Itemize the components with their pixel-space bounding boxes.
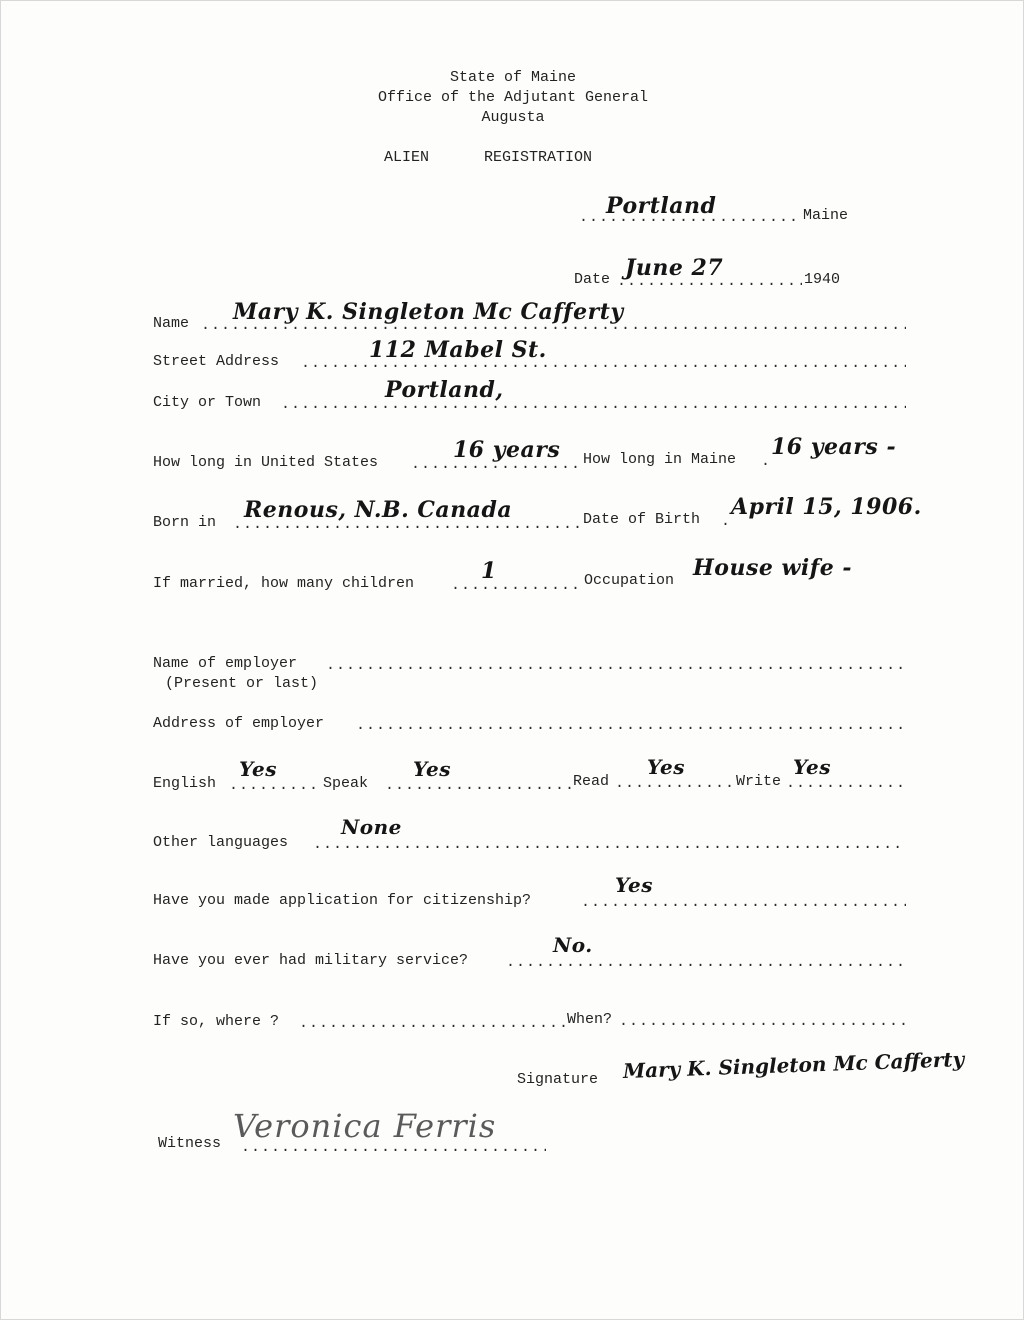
if-so-where-dots: [299, 1017, 567, 1031]
street-label: Street Address: [153, 353, 280, 370]
date-label: Date: [574, 271, 611, 288]
us-duration-label: How long in United States: [153, 454, 379, 471]
if-so-where-label: If so, where ?: [153, 1013, 280, 1030]
other-languages-label: Other languages: [153, 834, 289, 851]
military-label: Have you ever had military service?: [153, 952, 469, 969]
write-value: Yes: [793, 755, 832, 779]
occupation-label: Occupation: [584, 572, 675, 589]
when-dots: [619, 1015, 906, 1029]
other-languages-value: None: [341, 815, 402, 839]
form-title-registration: REGISTRATION: [484, 149, 593, 166]
english-value: Yes: [239, 757, 278, 781]
read-dots: [615, 777, 733, 791]
employer-address-dots: [356, 719, 906, 733]
city-value: Portland,: [385, 377, 504, 403]
born-value: Renous, N.B. Canada: [244, 497, 513, 523]
english-label: English: [153, 775, 217, 792]
name-value: Mary K. Singleton Mc Cafferty: [233, 299, 624, 325]
read-label: Read: [573, 773, 610, 790]
citizenship-dots: [581, 896, 906, 910]
write-label: Write: [736, 773, 782, 790]
employer-dots: [326, 659, 906, 673]
maine-duration-label: How long in Maine: [583, 451, 737, 468]
street-value: 112 Mabel St.: [369, 337, 547, 363]
speak-dots: [385, 779, 571, 793]
header-office: Office of the Adjutant General: [377, 89, 649, 106]
speak-label: Speak: [323, 775, 369, 792]
dob-dots: [721, 515, 731, 529]
date-year: 1940: [804, 271, 841, 288]
children-value: 1: [481, 558, 497, 584]
maine-duration-dots: [761, 455, 771, 469]
place-value: Portland: [606, 193, 717, 219]
speak-value: Yes: [413, 757, 452, 781]
write-dots: [786, 777, 906, 791]
signature-label: Signature: [517, 1071, 599, 1088]
military-dots: [506, 956, 906, 970]
city-dots: [281, 398, 906, 412]
date-value: June 27: [625, 255, 724, 281]
name-label: Name: [153, 315, 190, 332]
city-label: City or Town: [153, 394, 262, 411]
military-value: No.: [553, 933, 593, 957]
dob-label: Date of Birth: [583, 511, 701, 528]
when-label: When?: [567, 1011, 613, 1028]
other-languages-dots: [313, 838, 906, 852]
english-dots: [229, 779, 321, 793]
occupation-value: House wife -: [693, 555, 853, 581]
maine-duration-value: 16 years -: [771, 434, 897, 460]
place-label: Maine: [803, 207, 849, 224]
signature-value: Mary K. Singleton Mc Cafferty: [622, 1047, 965, 1083]
citizenship-value: Yes: [615, 873, 654, 897]
children-dots: [451, 579, 581, 593]
employer-label: Name of employer: [153, 655, 298, 672]
form-title-alien: ALIEN: [384, 149, 430, 166]
read-value: Yes: [647, 755, 686, 779]
employer-sublabel: (Present or last): [165, 675, 319, 692]
dob-value: April 15, 1906.: [731, 494, 922, 520]
witness-value: Veronica Ferris: [233, 1107, 497, 1145]
employer-address-label: Address of employer: [153, 715, 325, 732]
witness-label: Witness: [158, 1135, 222, 1152]
citizenship-label: Have you made application for citizenship?: [153, 892, 532, 909]
us-duration-value: 16 years: [453, 437, 561, 463]
born-label: Born in: [153, 514, 217, 531]
header-state: State of Maine: [449, 69, 577, 86]
children-label: If married, how many children: [153, 575, 415, 592]
header-city: Augusta: [481, 109, 545, 126]
